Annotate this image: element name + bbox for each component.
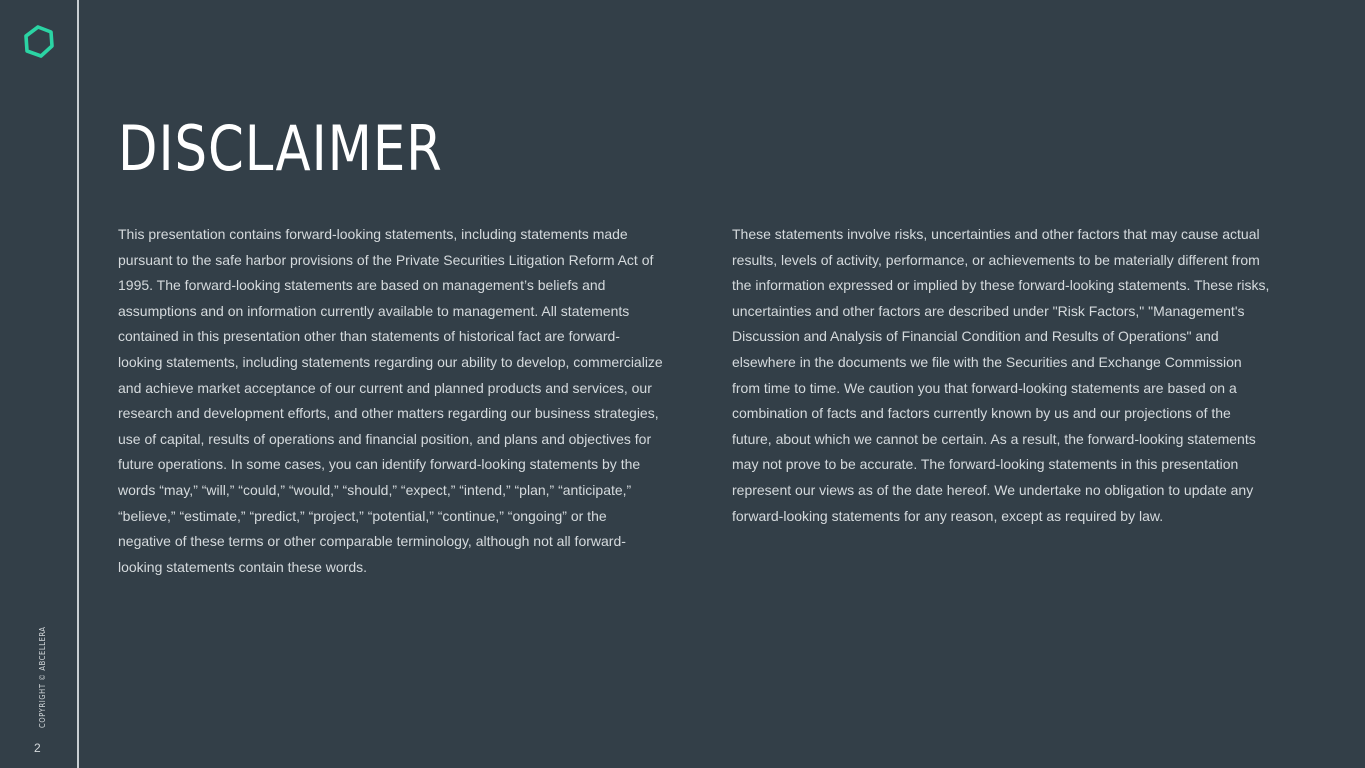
- copyright-notice: COPYRIGHT © ABCELLERA: [38, 626, 47, 728]
- hexagon-logo-icon: [22, 24, 56, 60]
- page-title: DISCLAIMER: [118, 112, 443, 185]
- disclaimer-paragraph-right: These statements involve risks, uncertainties and other factors that may cause actual results, levels of activity, performance, or achievements to be materially different from the information expressed or implied by these forward-looking statements. These risks, uncertainties and other factors are described under "Risk Factors," "Management's Discussion and Analysis of Financial Condition and Results of Operations" and elsewhere in the documents we file with the Securities and Exchange Commission from time to time. We caution you that forward-looking statements are based on a combination of facts and factors currently known by us and our projections of the future, about which we cannot be certain. As a result, the forward-looking statements may not prove to be accurate. The forward-looking statements in this presentation represent our views as of the date hereof. We undertake no obligation to update any forward-looking statements for any reason, except as required by law.: [732, 226, 1270, 524]
- sidebar-divider: [77, 0, 79, 768]
- page-number: 2: [34, 741, 41, 755]
- disclaimer-paragraph-left: This presentation contains forward-looking statements, including statements made pursuant to the safe harbor provisions of the Private Securities Litigation Reform Act of 1995. The forward-looking statements are based on management’s beliefs and assumptions and on information currently available to management. All statements contained in this presentation other than statements of historical fact are forward-looking statements, including statements regarding our ability to develop, commercialize and achieve market acceptance of our current and planned products and services, our research and development efforts, and other matters regarding our business strategies, use of capital, results of operations and financial position, and plans and objectives for future operations. In some cases, you can identify forward-looking statements by the words “may,” “will,” “could,” “would,” “should,” “expect,” “intend,” “plan,” “anticipate,” “believe,” “estimate,” “predict,” “project,” “potential,” “continue,” “ongoing” or the negative of these terms or other comparable terminology, although not all forward-looking statements contain these words.: [118, 226, 663, 575]
